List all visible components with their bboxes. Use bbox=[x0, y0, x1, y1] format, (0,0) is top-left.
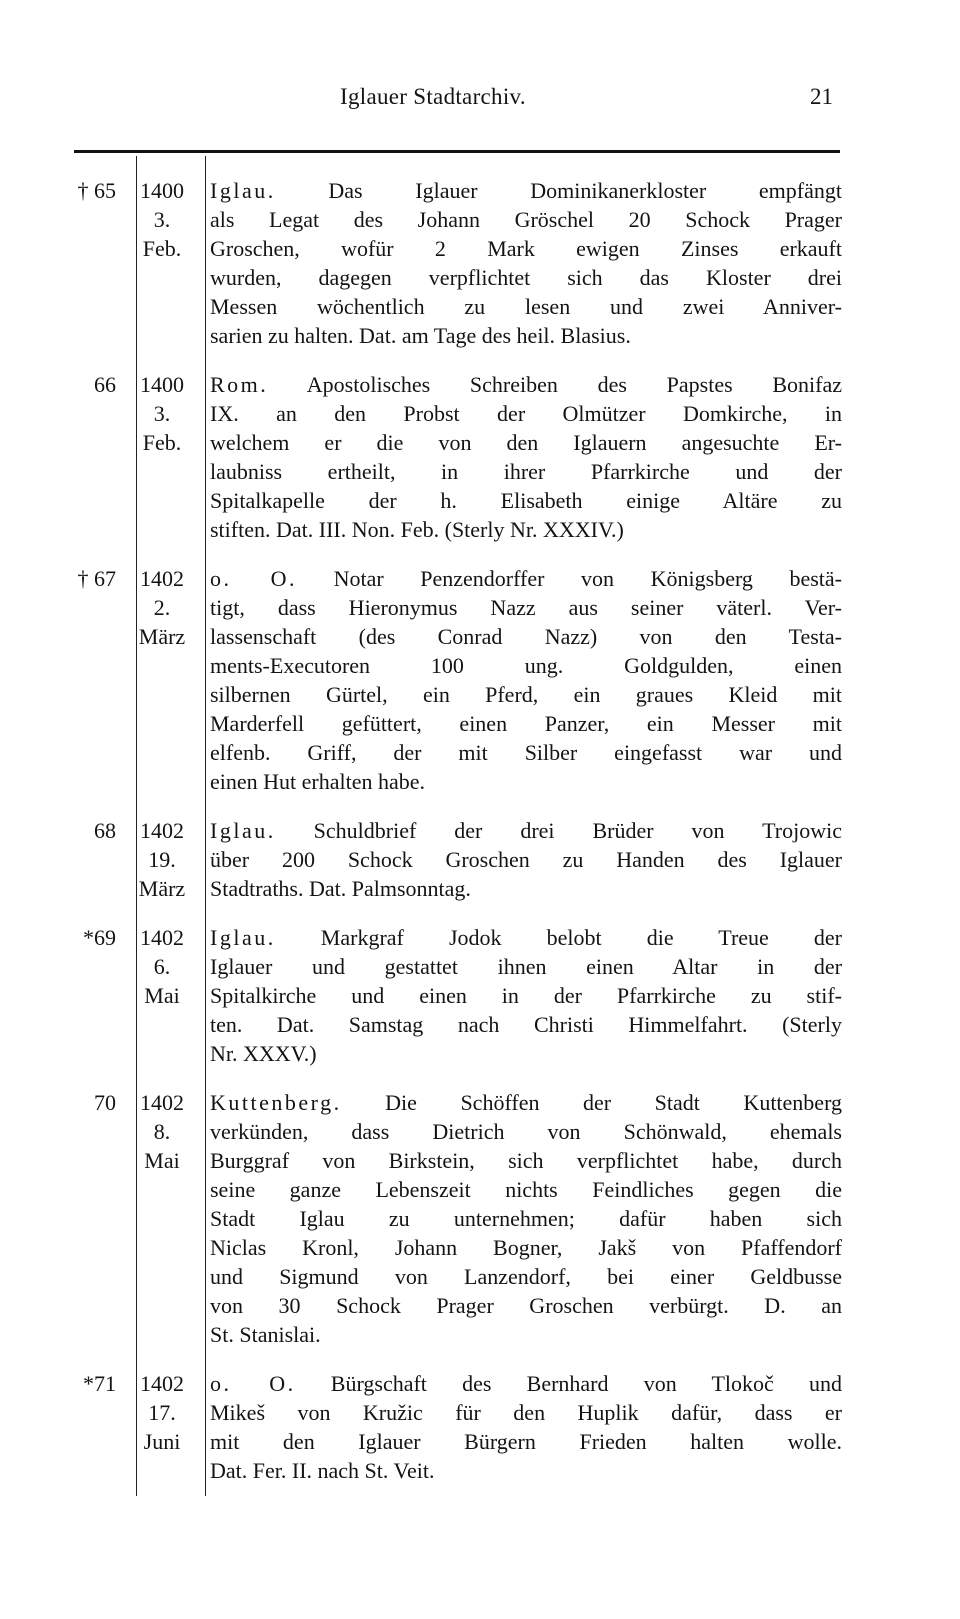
entry-date-line: Mai bbox=[144, 1148, 180, 1173]
entry-text-line: Dat. Fer. II. nach St. Veit. bbox=[210, 1458, 435, 1483]
entry-date bbox=[126, 564, 198, 796]
entry-text-line: Marderfell gefüttert, einen Panzer, ein Messer mit bbox=[210, 711, 842, 736]
entry-number: *71 bbox=[83, 1371, 116, 1396]
running-title: Iglauer Stadtarchiv. bbox=[340, 84, 526, 109]
register-entry bbox=[0, 1088, 960, 1349]
entry-date-line: März bbox=[138, 876, 186, 901]
entry-date-line: 3. bbox=[153, 401, 171, 426]
entry-number: 68 bbox=[94, 818, 116, 843]
entry-text-line: sarien zu halten. Dat. am Tage des heil. Blasius. bbox=[210, 323, 631, 348]
entry-date-line: 2. bbox=[153, 595, 171, 620]
entry-date bbox=[126, 370, 198, 544]
entry-text-line bbox=[210, 1088, 842, 1117]
register-entries bbox=[0, 176, 960, 1485]
entry-date-line: 1402 bbox=[140, 925, 184, 950]
entry-text bbox=[210, 1369, 842, 1485]
register-entry bbox=[0, 1369, 960, 1485]
entry-place: Kuttenberg. bbox=[210, 1090, 342, 1115]
entry-date-line: 1402 bbox=[140, 818, 184, 843]
entry-date-line: 19. bbox=[148, 847, 176, 872]
entry-text-line bbox=[210, 176, 842, 205]
entry-text bbox=[210, 816, 842, 903]
entry-date-line: 1400 bbox=[140, 372, 184, 397]
entry-place: Iglau. bbox=[210, 818, 276, 843]
entry-text-line: lassenschaft (des Conrad Nazz) von den Testa- bbox=[210, 624, 842, 649]
entry-text-rest: Markgraf Jodok belobt die Treue der bbox=[275, 925, 842, 950]
entry-text-line: über 200 Schock Groschen zu Handen des Iglauer bbox=[210, 847, 842, 872]
entry-number: 66 bbox=[94, 372, 116, 397]
entry-text bbox=[210, 176, 842, 350]
entry-date-line: März bbox=[138, 624, 186, 649]
register-entry bbox=[0, 816, 960, 903]
entry-text-rest: Apostolisches Schreiben des Papstes Bonifaz bbox=[268, 372, 842, 397]
entry-text-line: mit den Iglauer Bürgern Frieden halten wolle. bbox=[210, 1429, 842, 1454]
entry-text-line: Niclas Kronl, Johann Bogner, Jakš von Pfaffendorf bbox=[210, 1235, 842, 1260]
register-entry bbox=[0, 370, 960, 544]
entry-text-line: Burggraf von Birkstein, sich verpflichtet habe, durch bbox=[210, 1148, 842, 1173]
entry-text-line: wurden, dagegen verpflichtet sich das Kloster drei bbox=[210, 265, 842, 290]
entry-number: *69 bbox=[83, 925, 116, 950]
entry-text-line: ten. Dat. Samstag nach Christi Himmelfahrt. (Sterly bbox=[210, 1012, 842, 1037]
entry-text-line: ments-Executoren 100 ung. Goldgulden, einen bbox=[210, 653, 842, 678]
entry-text-rest: Schuldbrief der drei Brüder von Trojowic bbox=[275, 818, 842, 843]
entry-date bbox=[126, 923, 198, 1068]
entry-text-line: einen Hut erhalten habe. bbox=[210, 769, 426, 794]
entry-number: † 65 bbox=[77, 178, 116, 203]
entry-text bbox=[210, 564, 842, 796]
entry-place: o. O. bbox=[210, 566, 297, 591]
entry-number: † 67 bbox=[77, 566, 116, 591]
entry-text-line: Spitalkapelle der h. Elisabeth einige Altäre zu bbox=[210, 488, 842, 513]
entry-date-line: 6. bbox=[153, 954, 171, 979]
entry-text-line: welchem er die von den Iglauern angesuchte Er- bbox=[210, 430, 842, 455]
entry-date bbox=[126, 176, 198, 350]
entry-date-line: Mai bbox=[144, 983, 180, 1008]
entry-text-line: seine ganze Lebenszeit nichts Feindliches gegen die bbox=[210, 1177, 842, 1202]
entry-text-rest: Notar Penzendorffer von Königsberg bestä- bbox=[296, 566, 843, 591]
entry-date bbox=[126, 1088, 198, 1349]
entry-text-line: Spitalkirche und einen in der Pfarrkirche zu stif- bbox=[210, 983, 842, 1008]
entry-text-line: verkünden, dass Dietrich von Schönwald, ehemals bbox=[210, 1119, 842, 1144]
register-entry bbox=[0, 564, 960, 796]
entry-text-line: stiften. Dat. III. Non. Feb. (Sterly Nr. XXXIV.) bbox=[210, 517, 624, 542]
entry-date-line: Juni bbox=[143, 1429, 181, 1454]
entry-date-line: 1402 bbox=[140, 566, 184, 591]
register-entry bbox=[0, 176, 960, 350]
entry-date-line: 1402 bbox=[140, 1090, 184, 1115]
page-number: 21 bbox=[810, 84, 833, 109]
entry-date-line: 17. bbox=[148, 1400, 176, 1425]
entry-text-line: Groschen, wofür 2 Mark ewigen Zinses erkauft bbox=[210, 236, 842, 261]
entry-text-line: Nr. XXXV.) bbox=[210, 1041, 317, 1066]
entry-date-line: 8. bbox=[153, 1119, 171, 1144]
entry-place: o. O. bbox=[210, 1371, 296, 1396]
entry-text bbox=[210, 370, 842, 544]
entry-place: Iglau. bbox=[210, 925, 276, 950]
entry-text-line: Stadt Iglau zu unternehmen; dafür haben sich bbox=[210, 1206, 842, 1231]
entry-date-line: 1400 bbox=[140, 178, 184, 203]
entry-text-line: elfenb. Griff, der mit Silber eingefasst war und bbox=[210, 740, 842, 765]
entry-text-line: Stadtraths. Dat. Palmsonntag. bbox=[210, 876, 471, 901]
entry-text-rest: Die Schöffen der Stadt Kuttenberg bbox=[341, 1090, 842, 1115]
entry-number: 70 bbox=[94, 1090, 116, 1115]
entry-text-line bbox=[210, 370, 842, 399]
entry-text-line: Messen wöchentlich zu lesen und zwei Anniver- bbox=[210, 294, 842, 319]
register-entry bbox=[0, 923, 960, 1068]
entry-text-line: Iglauer und gestattet ihnen einen Altar in der bbox=[210, 954, 842, 979]
entry-place: Rom. bbox=[210, 372, 269, 397]
entry-date-line: Feb. bbox=[142, 430, 182, 455]
entry-text-line: Mikeš von Kružic für den Huplik dafür, dass er bbox=[210, 1400, 842, 1425]
entry-text bbox=[210, 1088, 842, 1349]
entry-text bbox=[210, 923, 842, 1068]
entry-date-line: 3. bbox=[153, 207, 171, 232]
entry-text-line: St. Stanislai. bbox=[210, 1322, 321, 1347]
entry-text-line: und Sigmund von Lanzendorf, bei einer Geldbusse bbox=[210, 1264, 842, 1289]
entry-text-line: von 30 Schock Prager Groschen verbürgt. D. an bbox=[210, 1293, 842, 1318]
entry-text-line bbox=[210, 564, 842, 593]
entry-text-line bbox=[210, 1369, 842, 1398]
entry-text-line bbox=[210, 923, 842, 952]
header-rule bbox=[74, 150, 840, 153]
entry-text-rest: Das Iglauer Dominikanerkloster empfängt bbox=[275, 178, 842, 203]
entry-date-line: 1402 bbox=[140, 1371, 184, 1396]
entry-place: Iglau. bbox=[210, 178, 276, 203]
entry-text-line: tigt, dass Hieronymus Nazz aus seiner väterl. Ver- bbox=[210, 595, 842, 620]
entry-text-line: als Legat des Johann Gröschel 20 Schock Prager bbox=[210, 207, 842, 232]
entry-text-rest: Bürgschaft des Bernhard von Tlokoč und bbox=[295, 1371, 843, 1396]
running-header bbox=[0, 84, 960, 124]
entry-date bbox=[126, 816, 198, 903]
entry-text-line bbox=[210, 816, 842, 845]
entry-text-line: laubniss ertheilt, in ihrer Pfarrkirche und der bbox=[210, 459, 842, 484]
entry-date-line: Feb. bbox=[142, 236, 182, 261]
entry-date bbox=[126, 1369, 198, 1485]
entry-text-line: IX. an den Probst der Olmützer Domkirche, in bbox=[210, 401, 842, 426]
entry-text-line: silbernen Gürtel, ein Pferd, ein graues Kleid mit bbox=[210, 682, 842, 707]
